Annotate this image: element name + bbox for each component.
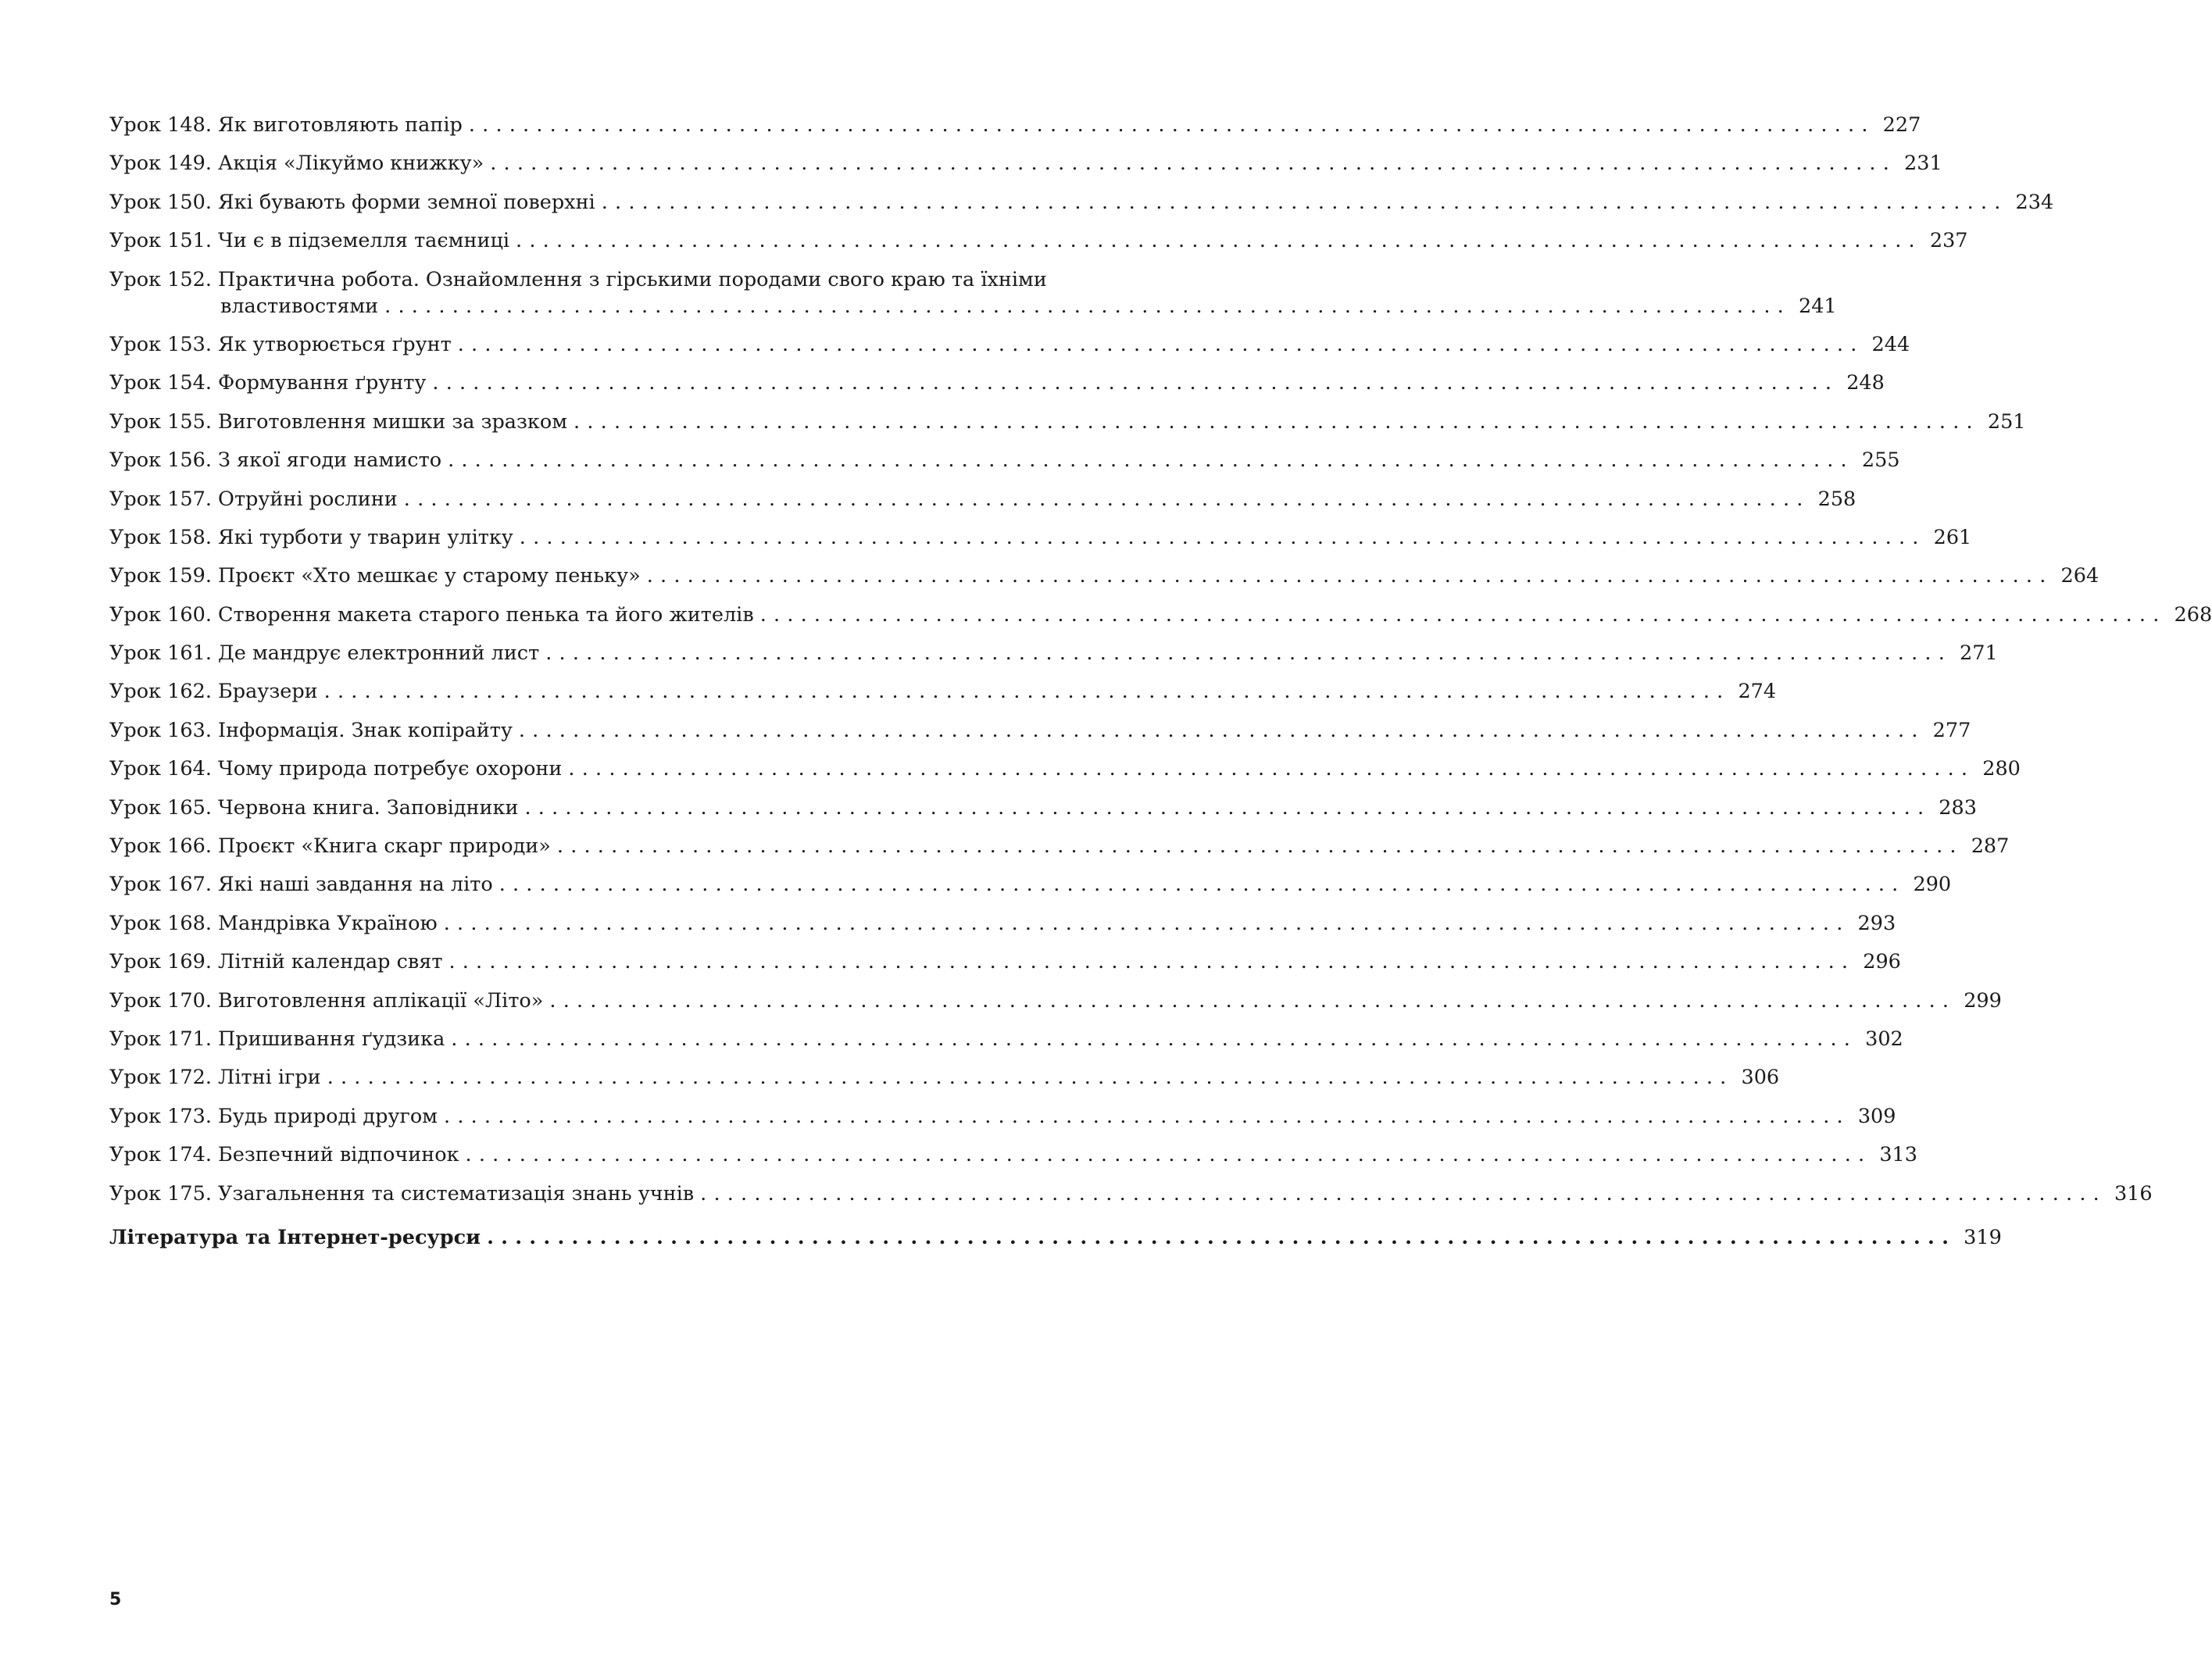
- lesson-title: З якої ягоди намисто: [218, 448, 442, 473]
- dot-leader: ........................................................................................................: [759, 602, 2167, 627]
- lesson-title: Які бувають форми земної поверхні: [218, 190, 595, 214]
- page-ref: 316: [2114, 1181, 2153, 1206]
- toc-entry[interactable]: [109, 1103, 1896, 1130]
- lesson-title: Як утворюється ґрунт: [218, 332, 452, 356]
- page-ref: 237: [1929, 229, 1968, 253]
- lesson-title: Які наші завдання на літо: [218, 873, 493, 897]
- page-ref: 231: [1904, 152, 1942, 176]
- page-ref: 274: [1738, 680, 1777, 704]
- page-ref: 258: [1817, 487, 1856, 511]
- toc-entry[interactable]: [109, 948, 1901, 975]
- dot-leader: ........................................................................................................: [468, 113, 1875, 137]
- dot-leader: ........................................................................................................: [568, 757, 1975, 781]
- dot-leader: ........................................................................................................: [457, 332, 1864, 356]
- page-ref: 277: [1932, 718, 1971, 742]
- page-ref: 313: [1879, 1143, 1917, 1167]
- toc-entry[interactable]: [109, 640, 1998, 666]
- lesson-title: Узагальнення та систематизація знань учнів: [218, 1181, 695, 1206]
- lesson-number: Урок 166.: [109, 834, 212, 859]
- dot-leader: ........................................................................................................: [403, 487, 1810, 511]
- page-ref: 248: [1846, 371, 1885, 395]
- page-ref: 280: [1982, 757, 2021, 781]
- page-ref: 271: [1960, 641, 1998, 666]
- page-ref: 261: [1933, 525, 1972, 549]
- lesson-title: Виготовлення мишки за зразком: [218, 409, 568, 434]
- dot-leader: ........................................................................................................: [545, 641, 1952, 666]
- toc-entry[interactable]: [109, 150, 1942, 177]
- toc-entry[interactable]: [109, 602, 2212, 628]
- dot-leader: ........................................................................................................: [487, 1225, 1956, 1249]
- lesson-number: Урок 154.: [109, 371, 212, 395]
- lesson-number: Урок 170.: [109, 988, 212, 1013]
- dot-leader: ........................................................................................................: [384, 294, 1791, 318]
- dot-leader: ........................................................................................................: [465, 1143, 1872, 1167]
- toc-entry[interactable]: [109, 331, 1910, 358]
- dot-leader: ........................................................................................................: [700, 1181, 2107, 1206]
- lesson-number: Урок 165.: [109, 795, 212, 820]
- page-ref: 287: [1971, 834, 2010, 859]
- toc-entry[interactable]: [109, 486, 1856, 513]
- dot-leader: ........................................................................................................: [444, 1104, 1850, 1128]
- toc-entry[interactable]: [109, 266, 1837, 320]
- page-ref: 283: [1939, 795, 1977, 820]
- page-ref: 302: [1865, 1027, 1903, 1051]
- lesson-number: Урок 151.: [109, 229, 212, 253]
- toc-entry[interactable]: [109, 563, 2099, 589]
- lesson-title: Які турботи у тварин улітку: [218, 525, 513, 549]
- toc-entry[interactable]: [109, 1026, 1903, 1052]
- toc-entry[interactable]: [109, 795, 1977, 821]
- lesson-title: Чому природа потребує охорони: [218, 757, 563, 781]
- toc-entry[interactable]: [109, 1064, 1780, 1091]
- dot-leader: ........................................................................................................: [519, 525, 1926, 549]
- toc-entry[interactable]: [109, 871, 1952, 898]
- lesson-number: Урок 171.: [109, 1027, 212, 1051]
- lesson-title: Інформація. Знак копірайту: [218, 718, 513, 742]
- page-ref: 251: [1987, 409, 2026, 434]
- lesson-number: Урок 149.: [109, 152, 212, 176]
- lesson-number: Урок 167.: [109, 873, 212, 897]
- toc-entry[interactable]: [109, 1141, 1917, 1168]
- table-of-contents: [109, 112, 2212, 1263]
- lesson-title: Акція «Лікуймо книжку»: [218, 152, 484, 176]
- toc-entry[interactable]: [109, 447, 1900, 473]
- dot-leader: ........................................................................................................: [448, 950, 1856, 974]
- toc-entry[interactable]: [109, 755, 2021, 782]
- page-ref: 290: [1913, 873, 1952, 897]
- lesson-number: Урок 153.: [109, 332, 212, 356]
- page-ref: 255: [1861, 448, 1900, 473]
- lesson-title: Практична робота. Ознайомлення з гірськими породами свого краю та їхніми: [218, 267, 1047, 291]
- dot-leader: ........................................................................................................: [327, 1066, 1734, 1090]
- lesson-title: Виготовлення аплікації «Літо»: [218, 988, 544, 1013]
- toc-entry[interactable]: [109, 833, 2010, 859]
- toc-entry[interactable]: [109, 409, 2026, 435]
- lesson-title: Браузери: [218, 680, 318, 704]
- lesson-number: Урок 175.: [109, 1181, 212, 1206]
- dot-leader: ........................................................................................................: [646, 564, 2053, 588]
- lesson-number: Урок 150.: [109, 190, 212, 214]
- lesson-number: Урок 174.: [109, 1143, 212, 1167]
- page-number: 5: [109, 1590, 122, 1609]
- page-ref: 293: [1857, 911, 1896, 935]
- lesson-number: Урок 160.: [109, 602, 212, 627]
- page-ref: 268: [2174, 602, 2212, 627]
- page-ref: 264: [2060, 564, 2099, 588]
- dot-leader: ........................................................................................................: [323, 680, 1731, 704]
- toc-entry[interactable]: [109, 112, 1921, 138]
- page-ref: 319: [1964, 1225, 2002, 1249]
- page-ref: 244: [1871, 332, 1910, 356]
- lesson-number: Урок 162.: [109, 680, 212, 704]
- lesson-title: Мандрівка Україною: [218, 911, 438, 935]
- bibliography-title: Література та Інтернет-ресурси: [109, 1225, 481, 1249]
- dot-leader: ........................................................................................................: [574, 409, 1980, 434]
- lesson-title: Пришивання ґудзика: [218, 1027, 445, 1051]
- page-ref: 227: [1882, 113, 1921, 137]
- lesson-title: Формування ґрунту: [218, 371, 427, 395]
- dot-leader: ........................................................................................................: [432, 371, 1839, 395]
- page-ref: 299: [1964, 988, 2002, 1013]
- dot-leader: ........................................................................................................: [499, 873, 1906, 897]
- toc-entry-bibliography[interactable]: [109, 1224, 2002, 1251]
- lesson-title: Проєкт «Хто мешкає у старому пеньку»: [218, 564, 641, 588]
- lesson-number: Урок 152.: [109, 267, 212, 291]
- lesson-number: Урок 156.: [109, 448, 212, 473]
- lesson-number: Урок 148.: [109, 113, 212, 137]
- lesson-title: Створення макета старого пенька та його жителів: [218, 602, 754, 627]
- lesson-number: Урок 173.: [109, 1104, 212, 1128]
- lesson-title: Літній календар свят: [218, 950, 443, 974]
- lesson-title: Де мандрує електронний лист: [218, 641, 540, 666]
- page-ref: 234: [2015, 190, 2054, 214]
- toc-entry[interactable]: [109, 370, 1885, 396]
- lesson-number: Урок 168.: [109, 911, 212, 935]
- lesson-title: Чи є в підземелля таємниці: [218, 229, 510, 253]
- toc-entry[interactable]: [109, 678, 1777, 705]
- dot-leader: ........................................................................................................: [601, 190, 2008, 214]
- lesson-title: Будь природі другом: [218, 1104, 438, 1128]
- dot-leader: ........................................................................................................: [448, 448, 1854, 473]
- lesson-number: Урок 161.: [109, 641, 212, 666]
- lesson-title: Літні ігри: [218, 1066, 321, 1090]
- lesson-title: Отруйні рослини: [218, 487, 398, 511]
- dot-leader: ........................................................................................................: [524, 795, 1931, 820]
- toc-entry[interactable]: [109, 227, 1968, 254]
- dot-leader: ........................................................................................................: [556, 834, 1964, 859]
- lesson-number: Урок 159.: [109, 564, 212, 588]
- lesson-title: Як виготовляють папір: [218, 113, 463, 137]
- page-ref: 241: [1798, 294, 1837, 318]
- dot-leader: ........................................................................................................: [490, 152, 1897, 176]
- dot-leader: ........................................................................................................: [549, 988, 1956, 1013]
- lesson-title: Червона книга. Заповідники: [218, 795, 519, 820]
- lesson-number: Урок 163.: [109, 718, 212, 742]
- lesson-number: Урок 172.: [109, 1066, 212, 1090]
- toc-entry[interactable]: [109, 910, 1896, 937]
- lesson-number: Урок 155.: [109, 409, 212, 434]
- toc-entry[interactable]: [109, 988, 2002, 1014]
- lesson-number: Урок 158.: [109, 525, 212, 549]
- lesson-number: Урок 169.: [109, 950, 212, 974]
- page-ref: 309: [1857, 1104, 1896, 1128]
- page-ref: 306: [1741, 1066, 1780, 1090]
- toc-entry[interactable]: [109, 1181, 2153, 1207]
- toc-entry[interactable]: [109, 189, 2054, 216]
- dot-leader: ........................................................................................................: [516, 229, 1922, 253]
- dot-leader: ........................................................................................................: [451, 1027, 1858, 1051]
- lesson-title: Проєкт «Книга скарг природи»: [218, 834, 551, 859]
- lesson-number: Урок 157.: [109, 487, 212, 511]
- lesson-number: Урок 164.: [109, 757, 212, 781]
- toc-entry[interactable]: [109, 717, 1971, 744]
- lesson-title-continuation: властивостями: [220, 294, 379, 318]
- toc-entry[interactable]: [109, 524, 1972, 551]
- lesson-title: Безпечний відпочинок: [218, 1143, 459, 1167]
- page-ref: 296: [1863, 950, 1901, 974]
- dot-leader: ........................................................................................................: [443, 911, 1850, 935]
- dot-leader: ........................................................................................................: [518, 718, 1925, 742]
